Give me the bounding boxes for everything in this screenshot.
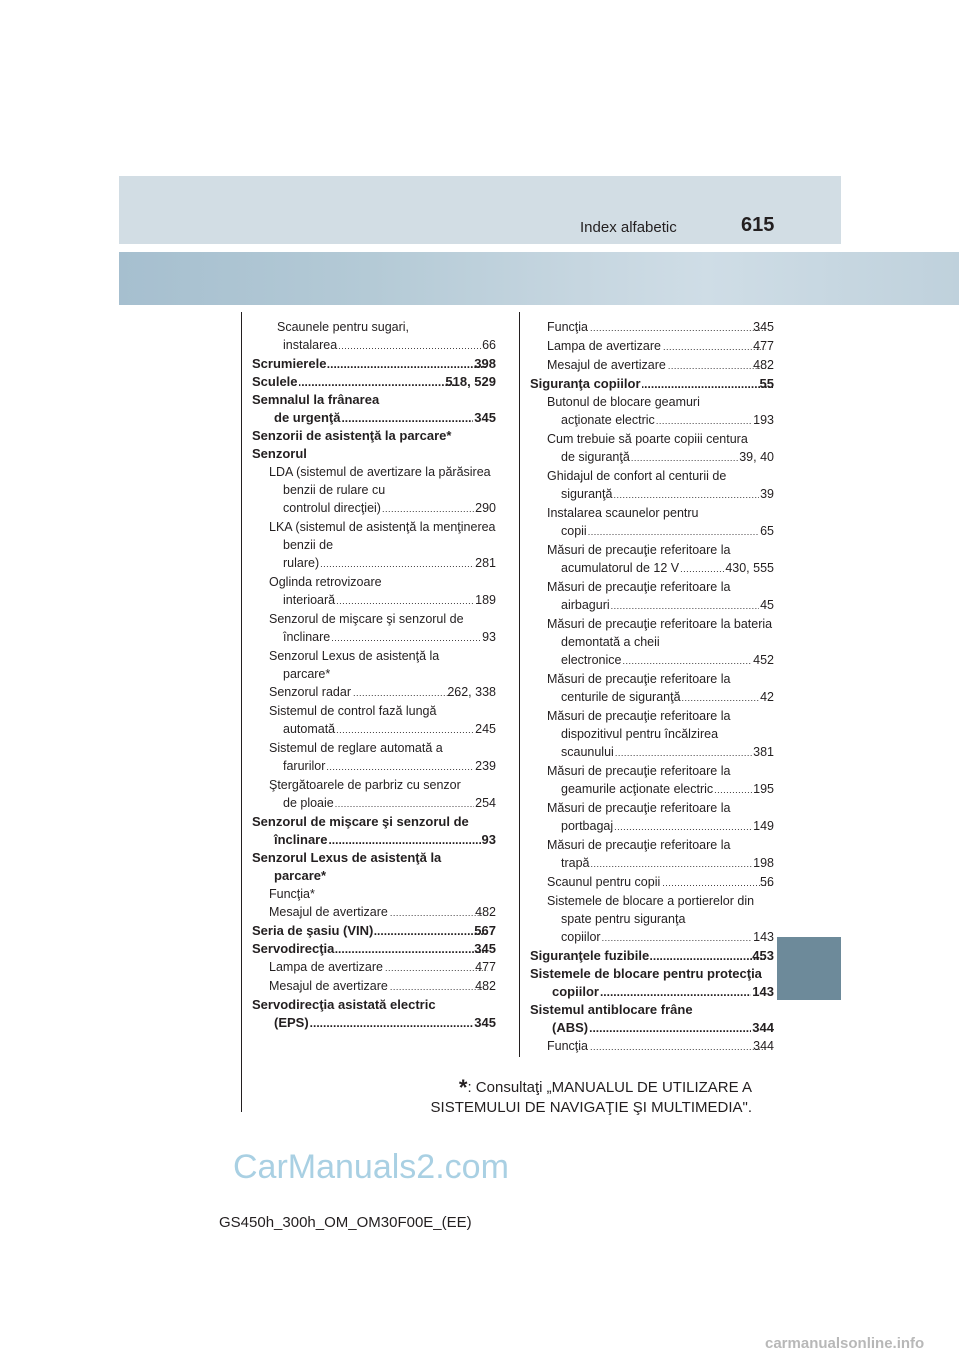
index-entry: Scaunul pentru copii ..... 56: [530, 873, 774, 892]
index-entry-page: 477: [475, 960, 496, 974]
index-entry: [252, 958, 496, 977]
leader-dots: [662, 338, 766, 356]
index-entry-text: Senzorul radar: [269, 685, 351, 699]
leader-dots: [682, 689, 760, 707]
page-number: 615: [741, 214, 775, 236]
index-entry: [252, 885, 496, 903]
index-entry: [252, 702, 496, 720]
left-divider: [241, 312, 242, 1112]
index-entry-page: 189: [475, 593, 496, 607]
index-entry-page: 254: [475, 796, 496, 810]
index-entry: [252, 849, 496, 867]
index-entry: [530, 375, 774, 393]
index-entry-text: parcare*: [283, 667, 331, 681]
index-entry: [530, 318, 774, 337]
index-entry-page: 430, 555: [725, 561, 774, 575]
index-entry: [252, 867, 496, 885]
header-band: [119, 176, 841, 244]
index-entry-page: 143: [753, 930, 774, 944]
index-entry-text: Măsuri de precauţie referitoare la: [547, 764, 731, 778]
index-entry-text: Măsuri de precauţie referitoare la dispozitivul pentru încălzirea: [547, 709, 731, 741]
index-entry-page: 66: [482, 338, 496, 352]
index-entry-text: siguranţă: [561, 487, 613, 501]
leader-dots: [374, 922, 487, 940]
index-column-left: [252, 318, 496, 1032]
footnote: [430, 1075, 752, 1118]
index-entry: [530, 448, 774, 467]
index-entry: [252, 499, 496, 518]
index-entry-text: controlul direcţiei): [283, 501, 381, 515]
index-entry: [252, 373, 496, 391]
index-entry-page: 39, 40: [739, 450, 774, 464]
leader-dots: [336, 721, 474, 739]
index-entry-text: copiilor: [552, 984, 599, 999]
index-entry-page: 452: [753, 653, 774, 667]
index-entry-text: Funcţia: [547, 320, 588, 334]
footnote-line-2: SISTEMULUI DE NAVIGAŢIE ŞI MULTIMEDIA".: [430, 1099, 752, 1116]
index-entry-text: Mesajul de avertizare: [269, 905, 388, 919]
index-entry-text: Măsuri de precauţie referitoare la: [547, 580, 731, 594]
leader-dots: [326, 758, 474, 776]
index-entry-text: Scrumierele: [252, 356, 327, 371]
index-entry: [252, 647, 496, 665]
index-entry-page: 398: [474, 356, 496, 371]
index-entry-text: Sistemele de blocare pentru protecţia: [530, 966, 762, 981]
index-entry-text: Mesajul de avertizare: [547, 358, 666, 372]
index-entry: [252, 977, 496, 996]
index-entry: [530, 1001, 774, 1019]
index-entry: [252, 683, 496, 702]
leader-dots: [622, 652, 752, 670]
index-entry: [252, 720, 496, 739]
index-entry: [252, 554, 496, 573]
index-entry: [530, 1019, 774, 1037]
section-gradient-band: [119, 252, 959, 305]
index-entry-text: de ploaie: [283, 796, 334, 810]
leader-dots: [631, 449, 738, 467]
leader-dots: [614, 818, 752, 836]
index-entry-text: Servodirecţia asistată electric: [252, 997, 436, 1012]
leader-dots: [384, 959, 488, 977]
index-entry: [252, 336, 496, 355]
index-entry-text: scaunului: [561, 745, 614, 759]
index-entry-page: 195: [753, 782, 774, 796]
index-entry-text: LDA (sistemul de avertizare la părăsirea benzii de rulare cu: [269, 465, 491, 497]
leader-dots: [382, 500, 474, 518]
index-entry: [530, 615, 774, 651]
index-entry-page: 42: [760, 690, 774, 704]
index-entry: [530, 670, 774, 688]
index-entry-page: 245: [475, 722, 496, 736]
leader-dots: [389, 978, 488, 996]
index-entry-text: Semnalul la frânarea: [252, 392, 380, 407]
index-entry-page: 149: [753, 819, 774, 833]
leader-dots: [602, 929, 753, 947]
index-entry: [530, 541, 774, 559]
index-entry: [530, 707, 774, 743]
index-entry-page: 193: [753, 413, 774, 427]
index-entry-page: 453: [752, 948, 774, 963]
index-entry-page: 281: [475, 556, 496, 570]
index-entry: [530, 596, 774, 615]
index-entry: [530, 485, 774, 504]
index-entry-text: Siguranţa copiilor: [530, 376, 641, 391]
leader-dots: [591, 855, 753, 873]
index-entry: [530, 799, 774, 817]
index-entry-page: 198: [753, 856, 774, 870]
leader-dots: [588, 523, 759, 541]
index-entry: [530, 1037, 774, 1056]
index-entry-text: Funcţia: [547, 1039, 588, 1053]
index-entry-page: 381: [753, 745, 774, 759]
leader-dots: [589, 1038, 766, 1056]
index-entry-text: Măsuri de precauţie referitoare la: [547, 672, 731, 686]
index-entry-text: acumulatorul de 12 V: [561, 561, 680, 575]
index-entry-text: Senzorul de mişcare şi senzorul de: [269, 612, 464, 626]
index-entry-page: 477: [753, 339, 774, 353]
index-entry-text: centurile de siguranţă: [561, 690, 681, 704]
index-entry-text: Senzorul Lexus de asistenţă la: [269, 649, 440, 663]
index-entry-text: Măsuri de precauţie referitoare la: [547, 801, 731, 815]
leader-dots: [299, 373, 459, 391]
index-entry-text: Senzorul Lexus de asistenţă la: [252, 850, 442, 865]
leader-dots: [328, 831, 480, 849]
leader-dots: [341, 409, 473, 427]
index-entry-text: Lampa de avertizare: [269, 960, 383, 974]
index-entry-text: Mesajul de avertizare: [269, 979, 388, 993]
index-entry-page: 345: [474, 941, 496, 956]
leader-dots: [642, 375, 773, 393]
index-entry-text: Măsuri de precauţie referitoare la: [547, 543, 731, 557]
index-entry-text: Măsuri de precauţie referitoare la: [547, 838, 731, 852]
index-entry-text: automată: [283, 722, 336, 736]
footnote-star: *: [458, 1075, 468, 1100]
index-entry: [530, 928, 774, 947]
index-entry-text: farurilor: [283, 759, 326, 773]
leader-dots: [613, 486, 759, 504]
index-entry-text: Ghidajul de confort al centurii de: [547, 469, 727, 483]
index-entry-text: electronice: [561, 653, 622, 667]
leader-dots: [389, 904, 488, 922]
index-entry: [252, 922, 496, 940]
leader-dots: [661, 874, 773, 892]
footnote-line-1: : Consultaţi „MANUALUL DE UTILIZARE A: [467, 1079, 752, 1096]
index-entry: [252, 776, 496, 794]
index-entry-text: airbaguri: [561, 598, 610, 612]
leader-dots: [714, 781, 752, 799]
index-entry: [252, 463, 496, 499]
index-column-right: [530, 318, 774, 1056]
page-title: Index alfabetic: [580, 219, 677, 236]
index-entry-text: Sculele: [252, 374, 298, 389]
leader-dots: [600, 983, 751, 1001]
index-entry-text: Lampa de avertizare: [547, 339, 661, 353]
index-entry-page: 344: [752, 1020, 774, 1035]
index-entry: [252, 665, 496, 683]
index-entry-page: 93: [482, 630, 496, 644]
index-entry-page: 482: [475, 979, 496, 993]
index-entry-page: 290: [475, 501, 496, 515]
index-entry: [530, 836, 774, 854]
index-entry: [252, 355, 496, 373]
leader-dots: [310, 1014, 474, 1032]
leader-dots: [656, 412, 752, 430]
index-entry: [252, 757, 496, 776]
index-entry-text: Sistemul de reglare automată a: [269, 741, 443, 755]
index-entry-page: 518, 529: [445, 374, 496, 389]
index-entry: [530, 504, 774, 522]
index-entry: [530, 854, 774, 873]
index-entry-text: copii: [561, 524, 587, 538]
index-entry: [252, 610, 496, 628]
index-entry: [530, 892, 774, 928]
index-entry-text: copiilor: [561, 930, 601, 944]
index-entry-text: (EPS): [274, 1015, 309, 1030]
index-entry: [252, 1014, 496, 1032]
index-entry: [530, 467, 774, 485]
index-entry-page: 39: [760, 487, 774, 501]
index-entry-text: Funcţia*: [269, 887, 315, 901]
index-entry: [252, 813, 496, 831]
index-entry-text: Scaunele pentru sugari,: [277, 320, 410, 334]
index-entry: [530, 337, 774, 356]
index-entry: [530, 780, 774, 799]
index-entry-page: 239: [475, 759, 496, 773]
index-entry: [252, 903, 496, 922]
index-entry: [252, 794, 496, 813]
center-divider: [519, 312, 520, 1057]
index-entry-page: 345: [474, 1015, 496, 1030]
index-entry: [252, 628, 496, 647]
index-entry-text: Butonul de blocare geamuri: [547, 395, 700, 409]
index-entry: [252, 739, 496, 757]
index-entry-page: 345: [474, 410, 496, 425]
index-entry: [530, 356, 774, 375]
index-entry-text: Cum trebuie să poarte copiii centura: [547, 432, 748, 446]
index-entry-text: instalarea: [283, 338, 338, 352]
index-entry-page: 65: [760, 524, 774, 538]
index-entry-page: 143: [752, 984, 774, 999]
index-entry: [252, 409, 496, 427]
index-entry: [252, 445, 496, 463]
index-entry-text: Ştergătoarele de parbriz cu senzor: [269, 778, 461, 792]
index-entry-text: de siguranţă: [561, 450, 630, 464]
index-entry-text: de urgenţă: [274, 410, 341, 425]
index-entry-page: 345: [753, 320, 774, 334]
index-entry-text: rulare): [283, 556, 320, 570]
index-entry: [252, 427, 496, 445]
index-entry: [252, 318, 496, 336]
index-entry-text: înclinare: [274, 832, 328, 847]
index-entry: [252, 940, 496, 958]
index-entry: [252, 831, 496, 849]
index-entry-page: 567: [474, 923, 496, 938]
index-entry: [252, 996, 496, 1014]
index-entry: [530, 559, 774, 578]
index-entry: [530, 965, 774, 983]
index-entry: [252, 591, 496, 610]
index-entry: [530, 522, 774, 541]
leader-dots: [327, 355, 487, 373]
index-entry-text: Sistemul antiblocare frâne: [530, 1002, 693, 1017]
leader-dots: [667, 357, 766, 375]
leader-dots: [615, 744, 752, 762]
index-entry-text: Siguranţele fuzibile: [530, 948, 650, 963]
index-entry-page: 93: [481, 832, 496, 847]
index-entry-page: 45: [760, 598, 774, 612]
index-entry-text: (ABS): [552, 1020, 589, 1035]
index-entry-text: interioară: [283, 593, 336, 607]
index-entry-text: Seria de şasiu (VIN): [252, 923, 374, 938]
index-entry-text: trapă: [561, 856, 590, 870]
index-entry-text: geamurile acţionate electric: [561, 782, 714, 796]
leader-dots: [331, 629, 481, 647]
index-entry: [530, 411, 774, 430]
section-tab-marker: [777, 937, 841, 1000]
index-entry-text: Senzorii de asistenţă la parcare*: [252, 428, 452, 443]
index-entry: [530, 817, 774, 836]
site-watermark: carmanualsonline.info: [765, 1335, 925, 1352]
index-entry: [530, 430, 774, 448]
index-entry: [252, 391, 496, 409]
leader-dots: [611, 597, 759, 615]
index-entry-text: Senzorul de mişcare şi senzorul de: [252, 814, 469, 829]
index-entry: [530, 743, 774, 762]
index-entry: [530, 651, 774, 670]
index-entry: [530, 947, 774, 965]
index-entry-text: Senzorul: [252, 446, 307, 461]
index-entry-text: portbagaj: [561, 819, 614, 833]
index-entry-text: Măsuri de precauţie referitoare la bateria demontată a cheii: [547, 617, 773, 649]
watermark-logo: CarManuals2.com: [233, 1148, 509, 1186]
leader-dots: [335, 940, 487, 958]
index-entry: [530, 762, 774, 780]
index-entry-page: 344: [753, 1039, 774, 1053]
index-entry-page: 482: [753, 358, 774, 372]
index-entry-text: Sistemul de control fază lungă: [269, 704, 437, 718]
index-entry-text: acţionate electric: [561, 413, 655, 427]
index-entry: [252, 573, 496, 591]
index-entry-text: LKA (sistemul de asistenţă la menţinerea benzii de: [269, 520, 496, 552]
leader-dots: [589, 1019, 751, 1037]
leader-dots: [352, 684, 460, 702]
leader-dots: [336, 592, 474, 610]
index-entry-text: Oglinda retrovizoare: [269, 575, 382, 589]
index-entry-text: Scaunul pentru copii: [547, 875, 661, 889]
index-entry: [530, 578, 774, 596]
leader-dots: [680, 560, 724, 578]
index-entry: [530, 983, 774, 1001]
leader-dots: [650, 947, 765, 965]
index-entry: [252, 518, 496, 554]
index-entry: [530, 688, 774, 707]
index-entry-text: Servodirecţia: [252, 941, 335, 956]
index-entry: [530, 393, 774, 411]
leader-dots: [589, 319, 766, 337]
index-entry-text: parcare*: [274, 868, 327, 883]
index-entry-text: înclinare: [283, 630, 331, 644]
index-entry-text: Instalarea scaunelor pentru: [547, 506, 699, 520]
leader-dots: [320, 555, 474, 573]
document-code: GS450h_300h_OM_OM30F00E_(EE): [219, 1214, 472, 1231]
index-entry-text: Sistemele de blocare a portierelor din spate pentru siguranţa: [547, 894, 755, 926]
leader-dots: [338, 337, 481, 355]
leader-dots: [335, 795, 474, 813]
index-entry-page: 262, 338: [447, 685, 496, 699]
index-entry-page: 482: [475, 905, 496, 919]
